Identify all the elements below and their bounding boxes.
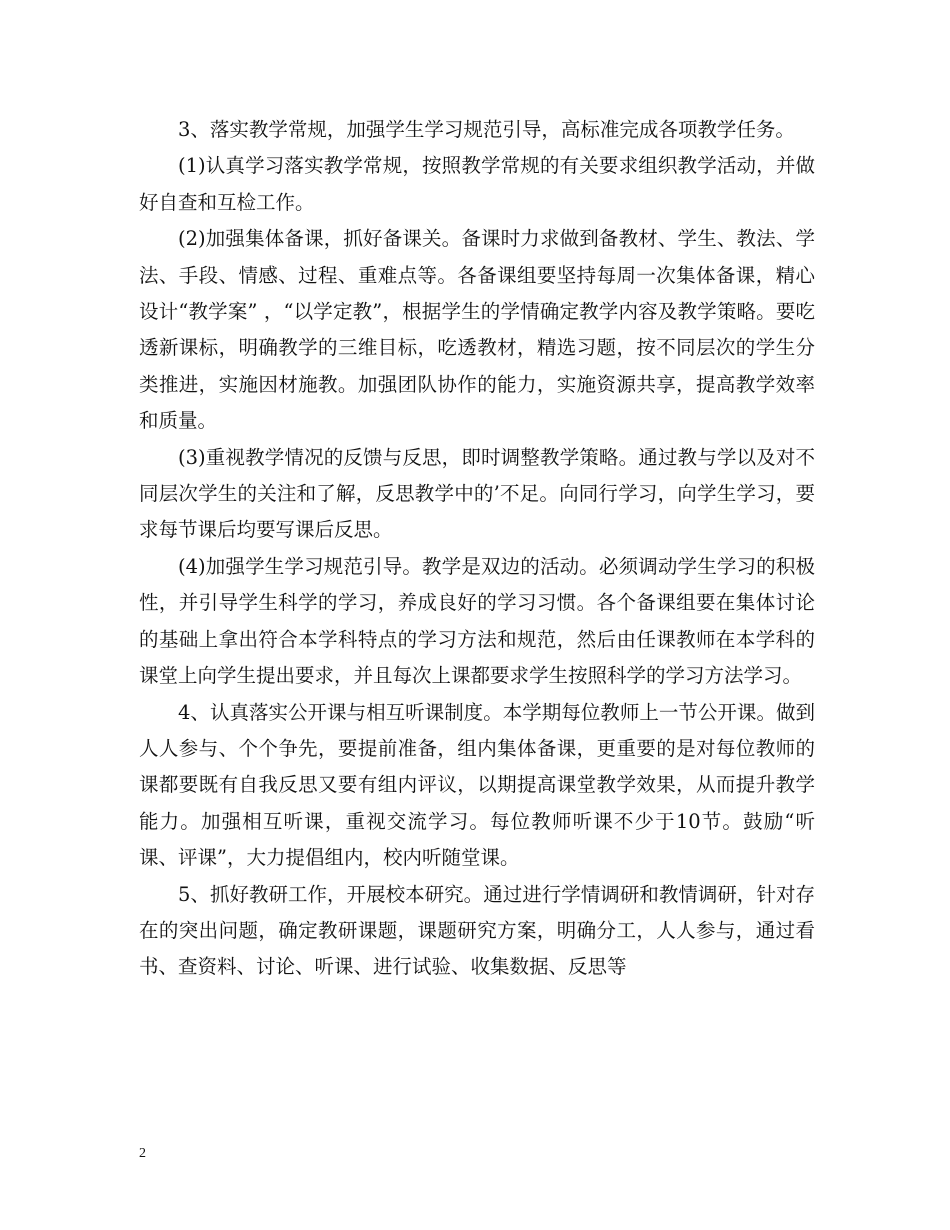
paragraph-7: 5、抓好教研工作，开展校本研究。通过进行学情调研和教情调研，针对存在的突出问题，确定教研课题，课题研究方案，明确分工，人人参与，通过看书、查资料、讨论、听课、进行试验、收集数据、反思等 — [139, 882, 815, 979]
paragraph-1: 3、落实教学常规，加强学生学习规范引导，高标准完成各项教学任务。 — [178, 118, 795, 141]
paragraph-6: 4、认真落实公开课与相互听课制度。本学期每位教师上一节公开课。做到人人参与、个个争先，要提前准备，组内集体备课，更重要的是对每位教师的课都要既有自我反思又要有组内评议，以期提高课堂教学效果，从而提升教学能力。加强相互听课，重视交流学习。每位教师听课不少于10节。鼓励“听课、评课”，大力提倡组内，校内听随堂课。 — [139, 700, 815, 870]
paragraph-3: (2)加强集体备课，抓好备课关。备课时力求做到备教材、学生、教法、学法、手段、情感、过程、重难点等。各备课组要坚持每周一次集体备课，精心设计“教学案” ，“以学定教”，根据学生的学情确定教学内容及教学策略。要吃透新课标，明确教学的三维目标，吃透教材，精选习题，按不同层次的学生分类推进，实施因材施教。加强团队协作的能力，实施资源共享，提高教学效率和质量。 — [139, 227, 815, 433]
page-number: 2 — [139, 1146, 146, 1161]
paragraph-4: (3)重视教学情况的反馈与反思，即时调整教学策略。通过教与学以及对不同层次学生的关注和了解，反思教学中的’不足。向同行学习，向学生学习，要求每节课后均要写课后反思。 — [139, 445, 815, 542]
paragraph-2: (1)认真学习落实教学常规，按照教学常规的有关要求组织教学活动，并做好自查和互检工作。 — [139, 154, 815, 214]
document-body — [139, 112, 815, 986]
paragraph-5: (4)加强学生学习规范引导。教学是双边的活动。必须调动学生学习的积极性，并引导学生科学的学习，养成良好的学习习惯。各个备课组要在集体讨论的基础上拿出符合本学科特点的学习方法和规范，然后由任课教师在本学科的课堂上向学生提出要求，并且每次上课都要求学生按照科学的学习方法学习。 — [139, 554, 815, 688]
